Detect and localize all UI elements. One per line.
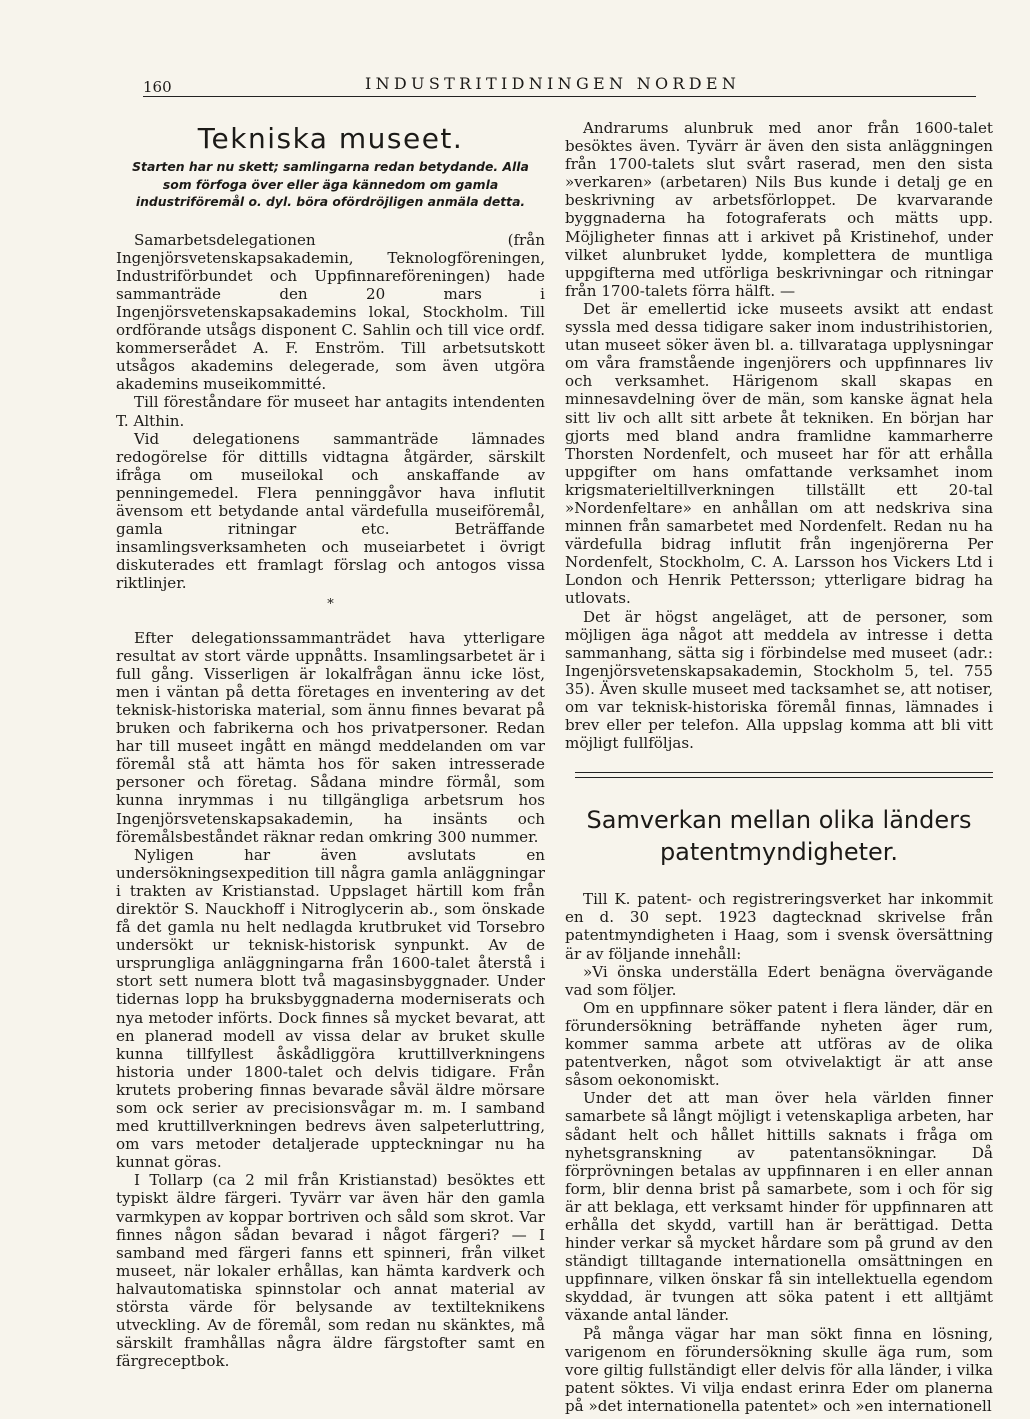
section-separator: *: [327, 597, 334, 613]
right-column: [565, 119, 993, 1415]
paragraph: Till föreståndare för museet har antagits intendenten T. Althin.: [116, 393, 545, 430]
paragraph: I Tollarp (ca 2 mil från Kristianstad) besöktes ett typiskt äldre färgeri. Tyvärr var även här den gamla varmkypen av koppar bortriven och såld som skrot. Var finnes någon sådan bevarad i något färgeri? — I samband med färgeri fanns ett spinneri, från vilket museet, när lokaler erhållas, kan hämta kardverk och halvautomatiska spinnstolar och annat material av största värde för belysande av textilteknikens utveckling. Av de föremål, som redan nu skänktes, må särskilt framhållas några äldre färgstofter samt en färgreceptbok.: [116, 1171, 545, 1371]
paragraph: Om en uppfinnare söker patent i flera länder, där en förundersökning beträffande nyheten äger rum, kommer samma arbete att utföras av de olika patentverken, något som otvivelaktigt är att anse såsom oekonomiskt.: [565, 998, 993, 1090]
paragraph: Det är högst angeläget, att de personer, som möjligen äga något att meddela av intresse i detta sammanhang, sätta sig i förbindelse med museet (adr.: Ingenjörsvetenskapsakademin, Stockholm 5, tel. 755 35). Även skulle museet med tacksamhet se, att notiser, om var teknisk-historiska föremål finnas, lämnades i brev eller per telefon. Alla uppslag komma att bli vitt möjligt fullföljas.: [565, 607, 993, 753]
article-divider: [575, 772, 993, 778]
paragraph: Vid delegationens sammanträde lämnades redogörelse för dittills vidtagna åtgärder, särskilt ifråga om museilokal och anskaffande av penningemedel. Flera penninggåvor hava influtit ävensom ett betydande antal värdefulla museiföremål, gamla ritningar etc. Beträffande insamlingsverksamheten och museiarbetet i övrigt diskuterades ett framlagt förslag och antogos vissa riktlinjer.: [116, 429, 545, 593]
paragraph: Under det att man över hela världen finner samarbete så långt möjligt i vetenskapliga arbeten, har sådant helt och hållet hittills saknats i fråga om nyhetsgranskning av patentansökningar. Då förprövningen betalas av uppfinnaren i en eller annan form, blir denna brist på samarbete, som i och för sig är att beklaga, ett verksamt hinder för uppfinnaren att erhålla det skydd, vartill han är berättigad. Detta hinder verkar så mycket hårdare som på grund av den ständigt tilltagande internationella omsättningen en uppfinnare, vilken önskar få sin intellektuella egendom skyddad, är tvungen att söka patent i ett alltjämt växande antal länder.: [565, 1089, 993, 1325]
paragraph: Nyligen har även avslutats en undersökningsexpedition till några gamla anläggningar i trakten av Kristianstad. Uppslaget härtill kom från direktör S. Nauckhoff i Nitroglycerin ab., som önskade få det gamla nu helt nedlagda krutbruket vid Torsebro undersökt ur teknisk-historisk synpunkt. Av de ursprungliga anläggningarna från 1600-talet återstå i stort sett numera blott två magasinsbyggnader. Under tidernas lopp ha bruksbyggnaderna moderniserats och nya metoder införts. Dock finnes så mycket bevarat, att en planerad modell av vissa delar av bruket skulle kunna tillfyllest åskådliggöra kruttillverkningens historia under 1800-talet och delvis tidigare. Från krutets probering finnas bevarade såväl äldre mörsare som ock serier av precisionsvågar m. m. I samband med kruttillverkningen bedrevs även salpeterluttring, om vars metoder detaljerade uppteckningar nu ha kunnat göras.: [116, 845, 545, 1172]
paragraph: Samarbetsdelegationen (från Ingenjörsvetenskapsakademin, Teknologföreningen, Industriförbundet och Uppfinnareföreningen) hade sammanträde den 20 mars i Ingenjörsvetenskapsakademins lokal, Stockholm. Till ordförande utsågs disponent C. Sahlin och till vice ordf. kommerserådet A. F. Enström. Till arbetsutskott utsågos akademins delegerade, som även utgöra akademins museikommitté.: [116, 230, 545, 394]
paragraph: Efter delegationssammanträdet hava ytterligare resultat av stort värde uppnåtts. Insamlingsarbetet är i full gång. Visserligen är lokalfrågan ännu icke löst, men i väntan på detta företages en inventering av det teknisk-historiska material, som ännu finnes bevarat på bruken och fabrikerna och hos privatpersoner. Redan har till museet ingått en mängd meddelanden om var föremål stå att hämta hos för saken intresserade personer och företag. Sådana mindre förmål, som kunna inrymmas i nu tillgängliga arbetsrum hos Ingenjörsvetenskapsakademin, ha insänts och föremålsbeståndet räknar redan omkring 300 nummer.: [116, 628, 545, 846]
journal-title: INDUSTRITIDNINGEN NORDEN: [365, 74, 741, 93]
page-number: 160: [143, 78, 172, 96]
paragraph: Andrarums alunbruk med anor från 1600-talet besöktes även. Tyvärr är även den sista anläggningen från 1700-talets slut svårt raserad, men den sista »verkaren» (arbetaren) Nils Bus kunde i detalj ge en beskrivning av arbetsförloppet. De kvarvarande byggnaderna ha fotograferats och mätts upp. Möjligheter finnas att i arkivet på Kristinehof, under vilket alunbruket lydde, komplettera de muntliga uppgifterna med utförliga beskrivningar och ritningar från 1700-talets förra hälft. —: [565, 119, 993, 300]
paragraph: På många vägar har man sökt finna en lösning, varigenom en förundersökning skulle äga rum, som vore giltig fullständigt eller delvis för alla länder, i vilka patent söktes. Vi vilja endast erinra Eder om planerna på »det internationella patentet» och »en internationell: [565, 1324, 993, 1415]
article-title-tekniska-museet: Tekniska museet.: [197, 122, 464, 155]
left-column: [116, 106, 545, 1370]
article-title-samverkan: Samverkan mellan olika länders patentmyndigheter.: [586, 806, 972, 867]
paragraph: Till K. patent- och registreringsverket har inkommit en d. 30 sept. 1923 dagtecknad skrivelse från patentmyndigheten i Haag, som i svensk översättning är av följande innehåll:: [565, 890, 993, 963]
paragraph: »Vi önska underställa Edert benägna övervägande vad som följer.: [565, 962, 993, 999]
page-header: [143, 72, 976, 97]
article-lead: Starten har nu skett; samlingarna redan betydande. Alla som förfoga över eller äga kännedom om gamla industriföremål o. dyl. böra ofördröjligen anmäla detta.: [132, 159, 529, 210]
paragraph: Det är emellertid icke museets avsikt att endast syssla med dessa tidigare saker inom industrihistorien, utan museet söker även bl. a. tillvarataga upplysningar om våra framstående ingenjörers och uppfinnares liv och verksamhet. Härigenom skall skapas en minnesavdelning över de män, som kanske ägnat hela sitt liv och allt sitt arbete åt tekniken. En början har gjorts med bland andra framlidne kammarherre Thorsten Nordenfelt, och museet har för att erhålla uppgifter om hans omfattande verksamhet inom krigsmaterieltillverkningen tillställt ett 20-tal »Nordenfeltare» en anhållan om att nedskriva sina minnen från samarbetet med Nordenfelt. Redan nu ha värdefulla bidrag influtit från ingenjörerna Per Nordenfelt, Stockholm, C. A. Larsson hos Vickers Ltd i London och Henrik Pettersson; ytterligare bidrag ha utlovats.: [565, 299, 993, 608]
